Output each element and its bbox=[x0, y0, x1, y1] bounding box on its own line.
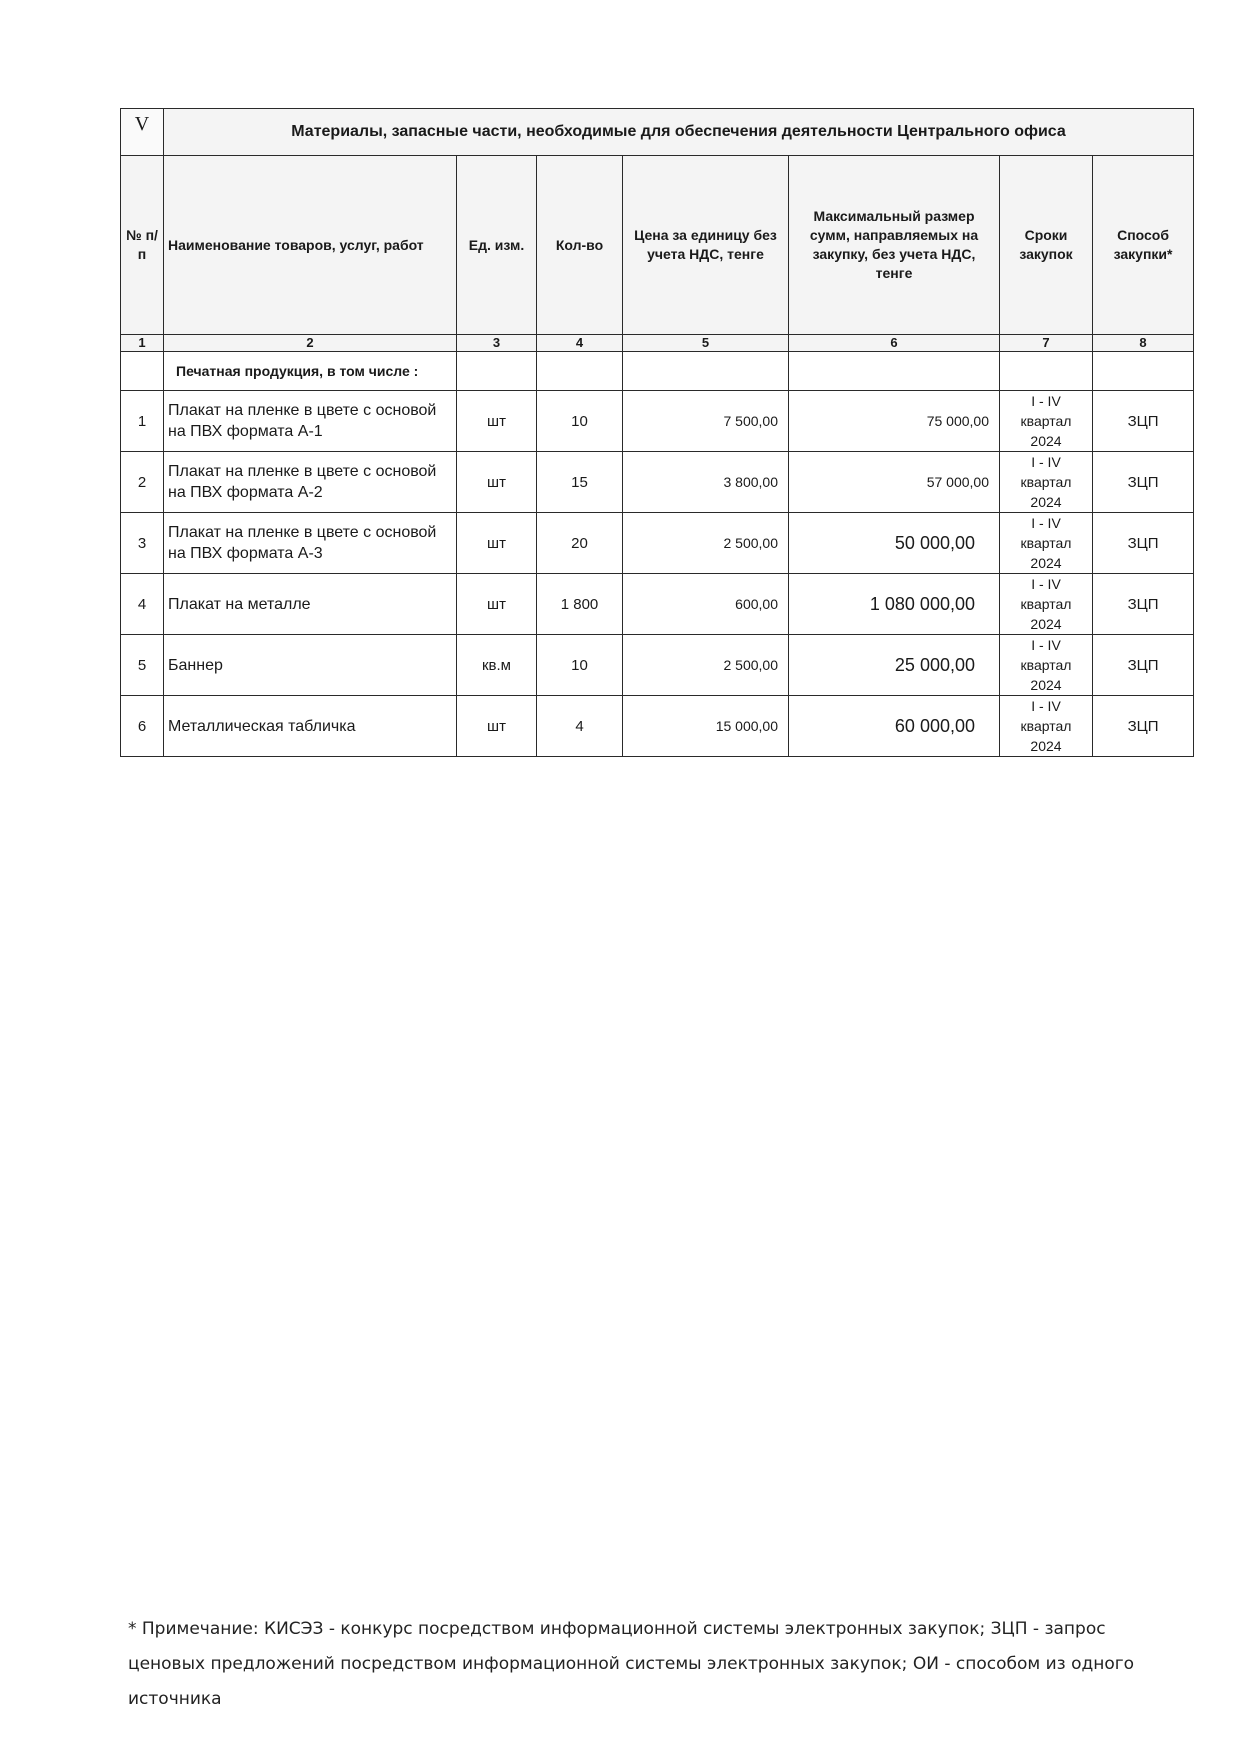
item-period bbox=[1000, 391, 1093, 452]
table-row bbox=[121, 513, 1194, 574]
item-unit: шт bbox=[457, 696, 537, 757]
table-row bbox=[121, 391, 1194, 452]
column-index-cell: 6 bbox=[789, 335, 1000, 352]
category-empty-cell bbox=[1000, 352, 1093, 391]
item-name: Металлическая табличка bbox=[164, 696, 457, 757]
col-header-qty: Кол-во bbox=[537, 156, 623, 335]
column-index-cell: 4 bbox=[537, 335, 623, 352]
item-period-line: I - IV bbox=[1031, 454, 1061, 470]
item-unit-price: 3 800,00 bbox=[623, 452, 789, 513]
item-quantity: 10 bbox=[537, 391, 623, 452]
item-unit: шт bbox=[457, 452, 537, 513]
category-empty-cell bbox=[537, 352, 623, 391]
item-method: ЗЦП bbox=[1093, 513, 1194, 574]
item-method: ЗЦП bbox=[1093, 391, 1194, 452]
item-unit-price: 2 500,00 bbox=[623, 513, 789, 574]
category-empty-cell bbox=[789, 352, 1000, 391]
item-period-line: 2024 bbox=[1030, 616, 1062, 632]
category-label: Печатная продукция, в том числе : bbox=[164, 352, 457, 391]
item-period bbox=[1000, 696, 1093, 757]
item-unit: шт bbox=[457, 391, 537, 452]
section-header-row bbox=[121, 109, 1194, 156]
item-unit-price: 2 500,00 bbox=[623, 635, 789, 696]
column-index-row bbox=[121, 335, 1194, 352]
col-header-period: Сроки закупок bbox=[1000, 156, 1093, 335]
col-header-num: № п/п bbox=[121, 156, 164, 335]
footnote: * Примечание: КИСЭЗ - конкурс посредством информационной системы электронных закупок; ЗЦП - запрос ценовых предложений посредством информационной системы электронных закупок; ОИ - способом из одного источника bbox=[128, 1619, 1135, 1709]
item-period-line: квартал bbox=[1020, 535, 1072, 551]
item-period-line: I - IV bbox=[1031, 698, 1061, 714]
category-row bbox=[121, 352, 1194, 391]
section-title: Материалы, запасные части, необходимые для обеспечения деятельности Центрального офиса bbox=[164, 109, 1194, 156]
item-unit-price: 15 000,00 bbox=[623, 696, 789, 757]
item-method: ЗЦП bbox=[1093, 696, 1194, 757]
item-max-sum: 60 000,00 bbox=[789, 696, 1000, 757]
item-name: Плакат на металле bbox=[164, 574, 457, 635]
col-header-max-sum: Максимальный размер сумм, направляемых на закупку, без учета НДС, тенге bbox=[789, 156, 1000, 335]
table-row bbox=[121, 452, 1194, 513]
item-period-line: I - IV bbox=[1031, 515, 1061, 531]
row-number: 2 bbox=[121, 452, 164, 513]
item-quantity: 1 800 bbox=[537, 574, 623, 635]
table-row bbox=[121, 696, 1194, 757]
item-period-line: I - IV bbox=[1031, 393, 1061, 409]
procurement-table-container bbox=[120, 108, 1193, 757]
section-number: V bbox=[121, 109, 164, 156]
category-empty-cell bbox=[121, 352, 164, 391]
item-quantity: 10 bbox=[537, 635, 623, 696]
item-period-line: квартал bbox=[1020, 657, 1072, 673]
item-unit: шт bbox=[457, 513, 537, 574]
item-period-line: квартал bbox=[1020, 413, 1072, 429]
item-period-line: квартал bbox=[1020, 596, 1072, 612]
item-max-sum: 75 000,00 bbox=[789, 391, 1000, 452]
row-number: 5 bbox=[121, 635, 164, 696]
item-unit: кв.м bbox=[457, 635, 537, 696]
item-period-line: 2024 bbox=[1030, 555, 1062, 571]
item-period-line: 2024 bbox=[1030, 738, 1062, 754]
item-quantity: 20 bbox=[537, 513, 623, 574]
item-max-sum: 57 000,00 bbox=[789, 452, 1000, 513]
item-quantity: 4 bbox=[537, 696, 623, 757]
table-row bbox=[121, 574, 1194, 635]
col-header-price: Цена за единицу без учета НДС, тенге bbox=[623, 156, 789, 335]
item-period-line: 2024 bbox=[1030, 677, 1062, 693]
row-number: 6 bbox=[121, 696, 164, 757]
category-empty-cell bbox=[1093, 352, 1194, 391]
item-name: Плакат на пленке в цвете с основой на ПВХ формата А-3 bbox=[164, 513, 457, 574]
item-method: ЗЦП bbox=[1093, 635, 1194, 696]
item-unit-price: 7 500,00 bbox=[623, 391, 789, 452]
col-header-name: Наименование товаров, услуг, работ bbox=[164, 156, 457, 335]
row-number: 3 bbox=[121, 513, 164, 574]
item-method: ЗЦП bbox=[1093, 574, 1194, 635]
item-rows bbox=[121, 391, 1194, 757]
item-period-line: 2024 bbox=[1030, 494, 1062, 510]
item-quantity: 15 bbox=[537, 452, 623, 513]
item-period bbox=[1000, 574, 1093, 635]
item-name: Баннер bbox=[164, 635, 457, 696]
column-index-cell: 3 bbox=[457, 335, 537, 352]
row-number: 4 bbox=[121, 574, 164, 635]
col-header-method: Способ закупки* bbox=[1093, 156, 1194, 335]
item-max-sum: 1 080 000,00 bbox=[789, 574, 1000, 635]
row-number: 1 bbox=[121, 391, 164, 452]
item-period-line: 2024 bbox=[1030, 433, 1062, 449]
category-empty-cell bbox=[623, 352, 789, 391]
col-header-unit: Ед. изм. bbox=[457, 156, 537, 335]
item-period bbox=[1000, 635, 1093, 696]
item-method: ЗЦП bbox=[1093, 452, 1194, 513]
item-period-line: квартал bbox=[1020, 474, 1072, 490]
item-name: Плакат на пленке в цвете с основой на ПВХ формата А-2 bbox=[164, 452, 457, 513]
item-unit: шт bbox=[457, 574, 537, 635]
item-period bbox=[1000, 513, 1093, 574]
item-period-line: квартал bbox=[1020, 718, 1072, 734]
item-unit-price: 600,00 bbox=[623, 574, 789, 635]
column-index-cell: 1 bbox=[121, 335, 164, 352]
column-index-cell: 7 bbox=[1000, 335, 1093, 352]
item-max-sum: 25 000,00 bbox=[789, 635, 1000, 696]
column-index-cell: 2 bbox=[164, 335, 457, 352]
item-period-line: I - IV bbox=[1031, 637, 1061, 653]
item-max-sum: 50 000,00 bbox=[789, 513, 1000, 574]
item-period bbox=[1000, 452, 1093, 513]
category-empty-cell bbox=[457, 352, 537, 391]
column-index-cell: 5 bbox=[623, 335, 789, 352]
item-name: Плакат на пленке в цвете с основой на ПВХ формата А-1 bbox=[164, 391, 457, 452]
column-index-cell: 8 bbox=[1093, 335, 1194, 352]
table-row bbox=[121, 635, 1194, 696]
procurement-table bbox=[120, 108, 1194, 757]
item-period-line: I - IV bbox=[1031, 576, 1061, 592]
column-header-row bbox=[121, 156, 1194, 335]
